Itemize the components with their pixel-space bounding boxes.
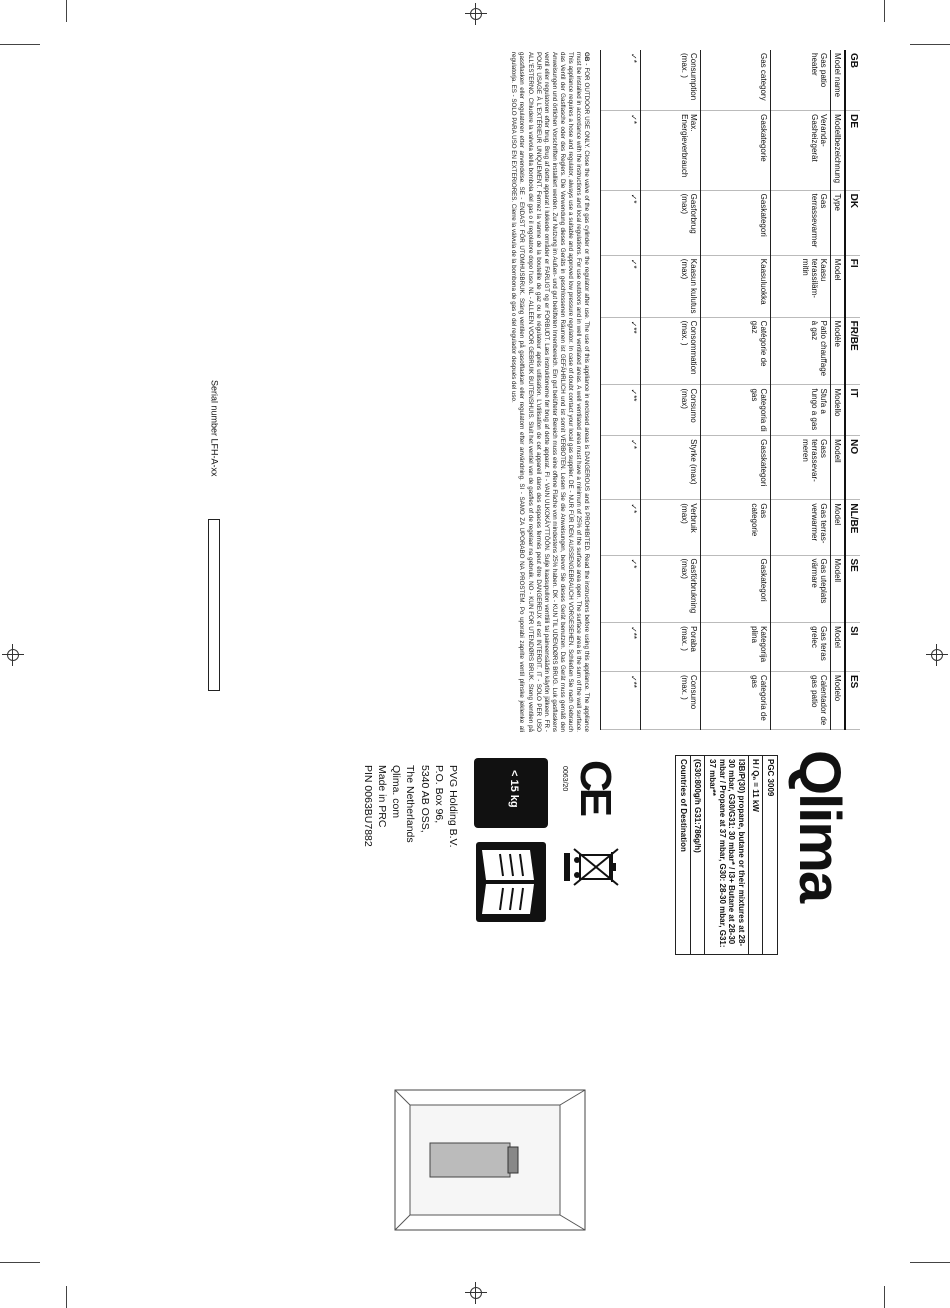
spec-table	[675, 755, 778, 955]
header-de: DE	[845, 111, 860, 191]
table-cell: Gas terrassevarmer	[771, 190, 831, 255]
table-cell: Gas patio heater	[771, 50, 831, 111]
table-row	[701, 50, 771, 730]
address-line: PVG Holding B.V.	[447, 765, 459, 848]
crop-mark	[0, 44, 40, 45]
table-cell: Gas categorie	[701, 500, 771, 555]
table-cell: Kaasuluokka	[701, 255, 771, 317]
header-no: NO	[845, 436, 860, 500]
table-cell: Consumption (max. )	[641, 50, 701, 111]
header-dk: DK	[845, 190, 860, 255]
table-cell: Max. Energieverbrauch	[641, 111, 701, 191]
crop-mark	[66, 1286, 67, 1308]
website: Qlima. com	[390, 765, 403, 819]
rating-label-sheet	[70, 50, 860, 1250]
table-cell: Gass terrassevar-meren	[771, 436, 831, 500]
table-cell: Stufa a fungo a gas	[771, 385, 831, 436]
crop-mark	[66, 0, 67, 22]
table-cell: Model	[831, 500, 846, 555]
brand-logo: Qlima	[787, 750, 852, 902]
check-cell: ✓*	[601, 255, 641, 317]
table-cell: Model	[831, 623, 846, 672]
crop-mark	[910, 1262, 950, 1263]
serial-number	[206, 380, 220, 740]
table-cell: Categoria de gas	[701, 671, 771, 729]
ce-mark: CE	[571, 760, 620, 814]
crop-mark	[884, 0, 885, 22]
address-line: P.O. Box 96,	[432, 765, 445, 824]
gas-spec	[705, 756, 748, 955]
table-row	[641, 50, 701, 730]
consumption-spec: (G30:800g/h G31:786g/h)	[690, 756, 705, 955]
crop-mark	[884, 1286, 885, 1308]
table-cell: Modèle	[831, 317, 846, 385]
table-cell: Verbruik (max)	[641, 500, 701, 555]
header-fi: FI	[845, 255, 860, 317]
instructions-lang-label: GB	[583, 52, 590, 62]
read-manual-icon	[474, 840, 548, 924]
crop-mark	[0, 1262, 40, 1263]
table-cell: Gas category	[701, 50, 771, 111]
table-cell: Kaasun kulutus (max)	[641, 255, 701, 317]
table-cell: Catégorie de gaz	[701, 317, 771, 385]
table-cell: Gaskategori	[701, 190, 771, 255]
table-cell: Kaasu terassiläm-mitin	[771, 255, 831, 317]
table-cell: Styrke (max)	[641, 436, 701, 500]
serial-number-box	[208, 519, 220, 691]
gas-spec-line2: G30/G31: 30 mbar* / I3+ Butane at 28-30 mbar / Propane at 37 mbar, G30: 28-30 mbar, G31: 37 mbar**	[708, 759, 737, 948]
table-cell: Modelo	[831, 671, 846, 729]
table-cell: Poraba (max. )	[641, 623, 701, 672]
table-cell: Model name	[831, 50, 846, 111]
table-cell: Modello	[831, 385, 846, 436]
table-cell: Modellbezeichnung	[831, 111, 846, 191]
table-header-row	[845, 50, 860, 730]
serial-number-label: Serial number LFH-A-xx	[209, 380, 220, 477]
table-cell: Consommation (max. )	[641, 317, 701, 385]
registration-mark-left	[2, 644, 24, 666]
table-cell: Gasforbrug (max)	[641, 190, 701, 255]
table-cell: Gasskategori	[701, 436, 771, 500]
header-nl-be: NL/BE	[845, 500, 860, 555]
registration-mark-bottom	[465, 1282, 487, 1304]
header-es: ES	[845, 671, 860, 729]
countries-label: Countries of Destination	[676, 756, 691, 955]
heater-placement-sketch	[390, 1085, 590, 1235]
table-row	[771, 50, 831, 730]
table-cell: Consumo (max. )	[641, 671, 701, 729]
check-cell: ✓*	[601, 436, 641, 500]
table-cell: Patio chauffage à gaz	[771, 317, 831, 385]
table-cell: Veranda-Gasheizgerät	[771, 111, 831, 191]
check-cell: ✓**	[601, 671, 641, 729]
address-line: 5340 AB OSS,	[418, 765, 431, 833]
table-cell: Gaskategori	[701, 555, 771, 623]
weight-text: < 15 kg	[508, 770, 520, 808]
manufacturer-address	[361, 765, 460, 848]
weight-symbol	[474, 758, 548, 828]
check-cell: ✓**	[601, 385, 641, 436]
check-cell: ✓*	[601, 111, 641, 191]
header-it: IT	[845, 385, 860, 436]
check-cell: ✓**	[601, 317, 641, 385]
table-cell: Gasförbrukning (max)	[641, 555, 701, 623]
table-row	[601, 50, 641, 730]
check-cell: ✓*	[601, 50, 641, 111]
table-cell: Calentador de gas patio	[771, 671, 831, 729]
header-gb: GB	[845, 50, 860, 111]
table-cell: Type	[831, 190, 846, 255]
registration-mark-right	[926, 644, 948, 666]
registration-mark-top	[465, 3, 487, 25]
table-cell: Consumo (max)	[641, 385, 701, 436]
table-row	[831, 50, 846, 730]
instructions-body: - FOR OUTDOOR USE ONLY. Close the valve of the gas cylinder or the regulator after use. The use of this appliance in enclosed areas is DANGEROUS and is PROHIBITED. Read the instructions before using this appliance. The appliance must be installed in accordance with the instructions and local regulations. For use outdoors and in well ventilated areas. A well ventilated area must have a minimum of 25% of the surface area open. The surface area is the sum of the wall surface. This appliance requires a hose and regulator, always use a suitable and approved low pressure regulator. In case of doubt contact your local gas supplier. DE - NUR FÜR DEN AUSSENGEBRAUCH VORGESEHEN. Schließen Sie nach Gebrauch das Ventil der Gasflasche oder des Reglers. Die Verwendung dieses Geräts in geschlossenen Räumen ist GEFÄHRLICH und ist somit VERBOTEN. Lesen Sie die Anweisungen, bevor Sie dieses Gerät benutzen. Das Gerät muss gemäß den Anweisungen und örtlichen Vorschriften installiert werden. Zur Nutzung im Außen- und gut belüfteten Innenbereich. Ein gut belüfteter Bereich muss eine offene Fläche von mindestens 25% haben. DK - KUN TIL UDENDØRS BRUG. Luk gasflaskens ventil eller regulatoren efter brug. Brug af dette apparat i lukkede områder er FARLIGT og er FORBUDT. Læs instruktionerne før brug af dette apparat. FI - VAIN ULKOKÄYTTÖÖN. Sulje kaasupullon venttiili tai paineensäädin käytön jälkeen. FR - POUR USAGE À L'EXTÉRIEUR UNIQUEMENT. Fermez la vanne de la bouteille de gaz ou le régulateur après utilisation. L'utilisation de cet appareil dans des espaces fermés peut être DANGEREUX et est INTERDIT. IT - SOLO PER USO ALL'ESTERNO. Chiudere la valvola della bombola del gas o il regolatore dopo l'uso. NL - ALLEEN VOOR GEBRUIK BUITENSHUIS. Sluit het ventiel van de gasfles of de regelaar na gebruik. NO - KUN FOR UTENDØRS BRUK. Steng ventilen på gassflasken eller regulatoren etter anvendelse. SE - ENDAST FÖR UTOMHUSBRUK. Stäng ventilen på gasolflaskan eller regulatorn efter användning. SI - SAMO ZA UPORABO NA PROSTEM. Po uporabi zaprite ventil plinske jeklenke ali regulatorja. ES - SOLO PARA USO EN EXTERIORES. Cierre la válvula de la bombona de gas o del regulador después del uso.	[510, 52, 590, 732]
table-cell: Gas teras grelec	[771, 623, 831, 672]
address-line: The Netherlands	[404, 765, 417, 843]
origin: Made in PRC	[376, 765, 389, 828]
ce-number: 0063/20	[561, 766, 568, 792]
gas-spec-line1: I3B/P(30) propane, butane or their mixtures at 28-30 mbar,	[727, 759, 746, 947]
check-cell: ✓*	[601, 555, 641, 623]
table-cell: Kategorija plina	[701, 623, 771, 672]
table-cell: Categoria di gas	[701, 385, 771, 436]
pin-number: PIN 0063BU7882	[361, 765, 374, 847]
model-number: PGC 3009	[763, 756, 778, 955]
language-table	[600, 50, 860, 730]
table-cell: Gas uteplats värmare	[771, 555, 831, 623]
table-cell: Modell	[831, 436, 846, 500]
table-cell: Gas terras-verwarmer	[771, 500, 831, 555]
table-cell: Modell	[831, 555, 846, 623]
safety-instructions-text	[290, 52, 590, 732]
table-cell: Gaskategorie	[701, 111, 771, 191]
check-cell: ✓*	[601, 500, 641, 555]
header-si: SI	[845, 623, 860, 672]
check-cell: ✓**	[601, 623, 641, 672]
crop-mark	[910, 44, 950, 45]
check-cell: ✓*	[601, 190, 641, 255]
table-cell: Model	[831, 255, 846, 317]
header-fr-be: FR/BE	[845, 317, 860, 385]
power-rating: H / Qₙ = 11 kW	[748, 756, 763, 955]
crossed-bin-icon	[562, 845, 624, 889]
header-se: SE	[845, 555, 860, 623]
